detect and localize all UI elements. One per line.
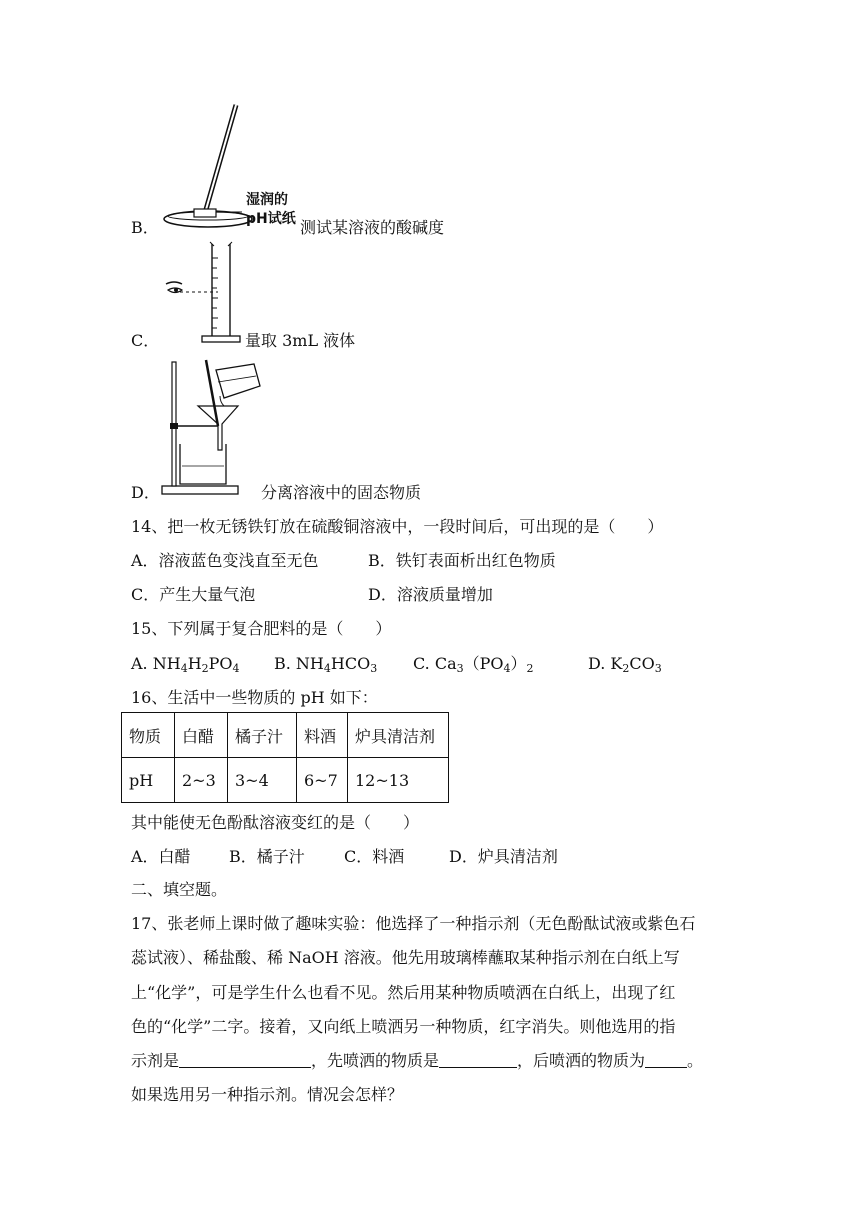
q14-option-a: A．溶液蓝色变浅直至无色: [131, 551, 319, 570]
q14-option-b: B．铁钉表面析出红色物质: [368, 551, 556, 570]
q14-option-d: D．溶液质量增加: [368, 585, 493, 604]
table-cell: 12~13: [348, 758, 449, 803]
option-d-text: 分离溶液中的固态物质: [261, 483, 422, 502]
table-row: [122, 713, 449, 758]
q15-option-c: C. Ca3（PO4）2: [413, 654, 534, 675]
q15-option-b: B. NH4HCO3: [274, 654, 378, 675]
filtration-figure: [160, 358, 270, 500]
table-cell: 料酒: [297, 713, 348, 758]
answer-blank-indicator[interactable]: [179, 1051, 311, 1068]
q16-option-c: C．料酒: [344, 847, 405, 866]
option-c-text: 量取 3mL 液体: [245, 331, 356, 350]
q14-option-c: C．产生大量气泡: [131, 585, 256, 604]
q16-option-d: D．炉具清洁剂: [449, 847, 558, 866]
option-d-letter: D．: [131, 483, 160, 502]
option-c-letter: C．: [131, 331, 160, 350]
table-row: [122, 758, 449, 803]
option-b: [131, 218, 159, 238]
option-b-letter: B．: [131, 218, 159, 237]
q14-stem: 14、把一枚无锈铁钉放在硫酸铜溶液中，一段时间后，可出现的是（ ）: [131, 517, 664, 536]
ph-table: [121, 712, 449, 803]
q15-option-d: D. K2CO3: [588, 654, 662, 675]
ph-paper-label-line2: pH试纸: [246, 211, 296, 227]
table-cell: 白醋: [175, 713, 228, 758]
section-heading: 二、填空题。: [131, 880, 228, 899]
graduated-cylinder-figure: [160, 240, 250, 350]
option-b-text: 测试某溶液的酸碱度: [300, 218, 445, 237]
table-cell: 3~4: [228, 758, 297, 803]
q15-stem: 15、下列属于复合肥料的是（ ）: [131, 619, 392, 638]
q17-line5: 示剂是 ，先喷洒的物质是 ，后喷洒的物质为 。: [131, 1051, 704, 1070]
ph-paper-label-line1: 湿润的: [246, 192, 288, 208]
q16-stem: 16、生活中一些物质的 pH 如下：: [131, 688, 378, 707]
q17-line4: 色的“化学”二字。接着，又向纸上喷洒另一种物质，红字消失。则他选用的指: [131, 1017, 676, 1036]
q16-option-a: A．白醋: [131, 847, 191, 866]
q17-line2: 蕊试液）、稀盐酸、稀 NaOH 溶液。他先用玻璃棒蘸取某种指示剂在白纸上写: [131, 948, 680, 967]
option-c: [131, 331, 159, 351]
q16-option-b: B．橘子汁: [229, 847, 305, 866]
table-cell: 物质: [122, 713, 175, 758]
table-cell: 橘子汁: [228, 713, 297, 758]
q17-line1: 17、张老师上课时做了趣味实验：他选择了一种指示剂（无色酚酞试液或紫色石: [131, 914, 696, 933]
table-cell: 炉具清洁剂: [348, 713, 449, 758]
answer-blank-second-spray[interactable]: [645, 1051, 687, 1068]
q16-question: 其中能使无色酚酞溶液变红的是（ ）: [131, 813, 420, 832]
q17-line3: 上“化学”，可是学生什么也看不见。然后用某种物质喷洒在白纸上，出现了红: [131, 983, 676, 1002]
table-cell: 2~3: [175, 758, 228, 803]
option-d: [131, 483, 160, 503]
table-cell: 6~7: [297, 758, 348, 803]
answer-blank-first-spray[interactable]: [439, 1051, 517, 1068]
q17-line6: 如果选用另一种指示剂。情况会怎样？: [131, 1085, 404, 1104]
q15-option-a: A. NH4H2PO4: [131, 654, 240, 675]
table-cell: pH: [122, 758, 175, 803]
